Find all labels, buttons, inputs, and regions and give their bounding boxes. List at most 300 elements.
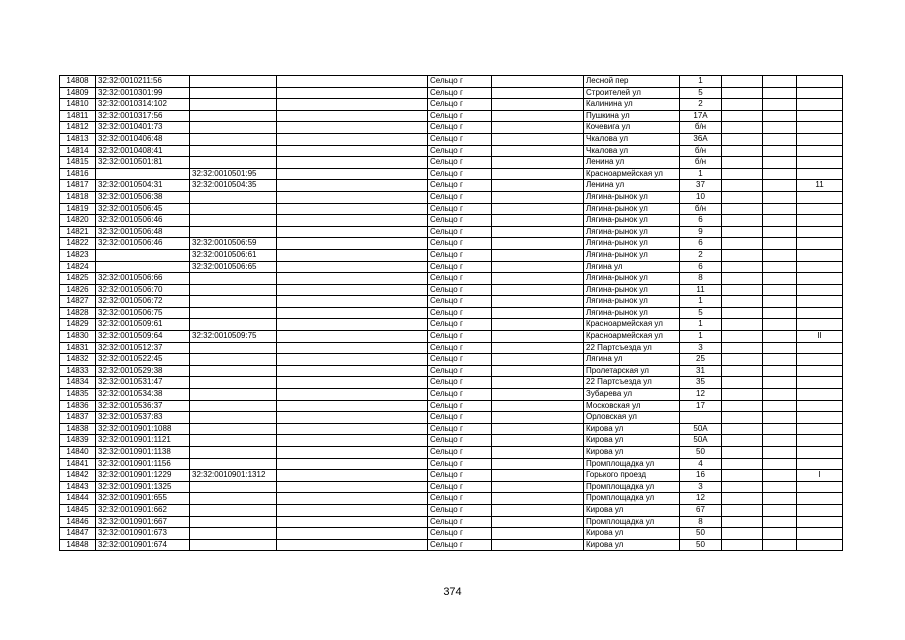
blank-column-3-cell bbox=[722, 122, 763, 134]
cadastral-number-cell: 32:32:0010506:38 bbox=[96, 191, 190, 203]
blank-column-4-cell bbox=[763, 458, 797, 470]
blank-column-2-cell bbox=[492, 296, 584, 308]
blank-column-cell bbox=[277, 110, 428, 122]
related-cadastral-number-cell bbox=[190, 319, 277, 331]
row-number-cell: 14811 bbox=[60, 110, 96, 122]
extra-mark-cell bbox=[797, 226, 843, 238]
blank-column-3-cell bbox=[722, 400, 763, 412]
street-cell: Кирова ул bbox=[584, 435, 680, 447]
street-cell: Лягина ул bbox=[584, 261, 680, 273]
street-cell: Красноармейская ул bbox=[584, 331, 680, 343]
blank-column-2-cell bbox=[492, 191, 584, 203]
blank-column-3-cell bbox=[722, 319, 763, 331]
blank-column-cell bbox=[277, 133, 428, 145]
blank-column-4-cell bbox=[763, 180, 797, 192]
row-number-cell: 14840 bbox=[60, 447, 96, 459]
locality-cell: Сельцо г bbox=[428, 354, 492, 366]
blank-column-3-cell bbox=[722, 203, 763, 215]
blank-column-3-cell bbox=[722, 296, 763, 308]
blank-column-cell bbox=[277, 365, 428, 377]
table-row bbox=[60, 423, 843, 435]
blank-column-3-cell bbox=[722, 389, 763, 401]
extra-mark-cell bbox=[797, 191, 843, 203]
cadastral-number-cell: 32:32:0010506:66 bbox=[96, 273, 190, 285]
page-number: 374 bbox=[443, 586, 462, 598]
street-cell: Красноармейская ул bbox=[584, 319, 680, 331]
table-row bbox=[60, 354, 843, 366]
extra-mark-cell bbox=[797, 203, 843, 215]
extra-mark-cell bbox=[797, 435, 843, 447]
extra-mark-cell bbox=[797, 516, 843, 528]
blank-column-cell bbox=[277, 400, 428, 412]
cadastral-number-cell: 32:32:0010506:70 bbox=[96, 284, 190, 296]
blank-column-2-cell bbox=[492, 284, 584, 296]
house-number-cell: 11 bbox=[680, 284, 722, 296]
blank-column-3-cell bbox=[722, 493, 763, 505]
house-number-cell: 2 bbox=[680, 249, 722, 261]
table-row bbox=[60, 331, 843, 343]
street-cell: Лягина-рынок ул bbox=[584, 238, 680, 250]
blank-column-3-cell bbox=[722, 539, 763, 551]
blank-column-3-cell bbox=[722, 307, 763, 319]
locality-cell: Сельцо г bbox=[428, 261, 492, 273]
related-cadastral-number-cell bbox=[190, 504, 277, 516]
cadastral-number-cell: 32:32:0010509:61 bbox=[96, 319, 190, 331]
street-cell: Промплощадка ул bbox=[584, 516, 680, 528]
blank-column-2-cell bbox=[492, 307, 584, 319]
related-cadastral-number-cell bbox=[190, 284, 277, 296]
blank-column-2-cell bbox=[492, 319, 584, 331]
extra-mark-cell bbox=[797, 389, 843, 401]
locality-cell: Сельцо г bbox=[428, 133, 492, 145]
street-cell: 22 Партсъезда ул bbox=[584, 342, 680, 354]
locality-cell: Сельцо г bbox=[428, 435, 492, 447]
blank-column-cell bbox=[277, 539, 428, 551]
blank-column-4-cell bbox=[763, 354, 797, 366]
locality-cell: Сельцо г bbox=[428, 504, 492, 516]
house-number-cell: 8 bbox=[680, 273, 722, 285]
related-cadastral-number-cell bbox=[190, 447, 277, 459]
house-number-cell: 50А bbox=[680, 435, 722, 447]
blank-column-cell bbox=[277, 157, 428, 169]
blank-column-3-cell bbox=[722, 249, 763, 261]
table-row bbox=[60, 110, 843, 122]
related-cadastral-number-cell bbox=[190, 296, 277, 308]
table-row bbox=[60, 133, 843, 145]
extra-mark-cell bbox=[797, 133, 843, 145]
house-number-cell: 5 bbox=[680, 87, 722, 99]
extra-mark-cell bbox=[797, 423, 843, 435]
blank-column-2-cell bbox=[492, 354, 584, 366]
table-row bbox=[60, 273, 843, 285]
blank-column-3-cell bbox=[722, 99, 763, 111]
blank-column-4-cell bbox=[763, 191, 797, 203]
house-number-cell: б/н bbox=[680, 203, 722, 215]
cadastral-number-cell: 32:32:0010314:102 bbox=[96, 99, 190, 111]
street-cell: Лягина-рынок ул bbox=[584, 191, 680, 203]
blank-column-cell bbox=[277, 307, 428, 319]
table-row bbox=[60, 180, 843, 192]
blank-column-2-cell bbox=[492, 215, 584, 227]
blank-column-4-cell bbox=[763, 249, 797, 261]
blank-column-3-cell bbox=[722, 180, 763, 192]
blank-column-2-cell bbox=[492, 412, 584, 424]
row-number-cell: 14829 bbox=[60, 319, 96, 331]
street-cell: 22 Партсъезда ул bbox=[584, 377, 680, 389]
street-cell: Промплощадка ул bbox=[584, 493, 680, 505]
locality-cell: Сельцо г bbox=[428, 180, 492, 192]
table-row bbox=[60, 342, 843, 354]
row-number-cell: 14832 bbox=[60, 354, 96, 366]
related-cadastral-number-cell bbox=[190, 354, 277, 366]
street-cell: Промплощадка ул bbox=[584, 458, 680, 470]
related-cadastral-number-cell bbox=[190, 400, 277, 412]
blank-column-3-cell bbox=[722, 470, 763, 482]
blank-column-4-cell bbox=[763, 273, 797, 285]
related-cadastral-number-cell bbox=[190, 412, 277, 424]
blank-column-cell bbox=[277, 145, 428, 157]
table-row bbox=[60, 145, 843, 157]
extra-mark-cell bbox=[797, 296, 843, 308]
blank-column-2-cell bbox=[492, 447, 584, 459]
blank-column-cell bbox=[277, 203, 428, 215]
blank-column-2-cell bbox=[492, 377, 584, 389]
related-cadastral-number-cell bbox=[190, 273, 277, 285]
house-number-cell: 50 bbox=[680, 447, 722, 459]
blank-column-4-cell bbox=[763, 145, 797, 157]
blank-column-4-cell bbox=[763, 133, 797, 145]
street-cell: Калинина ул bbox=[584, 99, 680, 111]
street-cell: Кочевига ул bbox=[584, 122, 680, 134]
cadastral-number-cell: 32:32:0010406:48 bbox=[96, 133, 190, 145]
related-cadastral-number-cell bbox=[190, 365, 277, 377]
street-cell: Московская ул bbox=[584, 400, 680, 412]
row-number-cell: 14814 bbox=[60, 145, 96, 157]
blank-column-3-cell bbox=[722, 284, 763, 296]
locality-cell: Сельцо г bbox=[428, 87, 492, 99]
row-number-cell: 14823 bbox=[60, 249, 96, 261]
house-number-cell: 50 bbox=[680, 539, 722, 551]
cadastral-number-cell: 32:32:0010317:56 bbox=[96, 110, 190, 122]
row-number-cell: 14827 bbox=[60, 296, 96, 308]
related-cadastral-number-cell bbox=[190, 539, 277, 551]
extra-mark-cell bbox=[797, 493, 843, 505]
blank-column-2-cell bbox=[492, 470, 584, 482]
blank-column-4-cell bbox=[763, 447, 797, 459]
blank-column-4-cell bbox=[763, 284, 797, 296]
extra-mark-cell bbox=[797, 273, 843, 285]
related-cadastral-number-cell bbox=[190, 458, 277, 470]
locality-cell: Сельцо г bbox=[428, 331, 492, 343]
blank-column-2-cell bbox=[492, 203, 584, 215]
street-cell: Кирова ул bbox=[584, 539, 680, 551]
house-number-cell: 25 bbox=[680, 354, 722, 366]
table-row bbox=[60, 400, 843, 412]
house-number-cell: 6 bbox=[680, 261, 722, 273]
row-number-cell: 14835 bbox=[60, 389, 96, 401]
house-number-cell: 31 bbox=[680, 365, 722, 377]
row-number-cell: 14848 bbox=[60, 539, 96, 551]
table-row bbox=[60, 435, 843, 447]
table-row bbox=[60, 99, 843, 111]
locality-cell: Сельцо г bbox=[428, 122, 492, 134]
street-cell: Промплощадка ул bbox=[584, 481, 680, 493]
blank-column-2-cell bbox=[492, 238, 584, 250]
table-row bbox=[60, 528, 843, 540]
house-number-cell: 6 bbox=[680, 238, 722, 250]
blank-column-2-cell bbox=[492, 493, 584, 505]
table-row bbox=[60, 238, 843, 250]
extra-mark-cell bbox=[797, 528, 843, 540]
house-number-cell: 10 bbox=[680, 191, 722, 203]
blank-column-2-cell bbox=[492, 458, 584, 470]
locality-cell: Сельцо г bbox=[428, 423, 492, 435]
row-number-cell: 14842 bbox=[60, 470, 96, 482]
house-number-cell: б/н bbox=[680, 122, 722, 134]
blank-column-4-cell bbox=[763, 400, 797, 412]
row-number-cell: 14843 bbox=[60, 481, 96, 493]
locality-cell: Сельцо г bbox=[428, 539, 492, 551]
cadastral-number-cell: 32:32:0010901:1156 bbox=[96, 458, 190, 470]
blank-column-4-cell bbox=[763, 261, 797, 273]
cadastral-number-cell: 32:32:0010901:674 bbox=[96, 539, 190, 551]
blank-column-3-cell bbox=[722, 481, 763, 493]
table-row bbox=[60, 493, 843, 505]
related-cadastral-number-cell bbox=[190, 481, 277, 493]
table-row bbox=[60, 157, 843, 169]
street-cell: Чкалова ул bbox=[584, 133, 680, 145]
locality-cell: Сельцо г bbox=[428, 342, 492, 354]
cadastral-number-cell: 32:32:0010211:56 bbox=[96, 76, 190, 88]
locality-cell: Сельцо г bbox=[428, 191, 492, 203]
street-cell: Лесной пер bbox=[584, 76, 680, 88]
blank-column-2-cell bbox=[492, 168, 584, 180]
blank-column-3-cell bbox=[722, 261, 763, 273]
extra-mark-cell: 11 bbox=[797, 180, 843, 192]
table-row bbox=[60, 516, 843, 528]
cadastral-number-cell: 32:32:0010522:45 bbox=[96, 354, 190, 366]
related-cadastral-number-cell bbox=[190, 389, 277, 401]
blank-column-2-cell bbox=[492, 133, 584, 145]
locality-cell: Сельцо г bbox=[428, 516, 492, 528]
blank-column-2-cell bbox=[492, 99, 584, 111]
blank-column-cell bbox=[277, 528, 428, 540]
street-cell: Орловская ул bbox=[584, 412, 680, 424]
locality-cell: Сельцо г bbox=[428, 447, 492, 459]
blank-column-cell bbox=[277, 261, 428, 273]
blank-column-4-cell bbox=[763, 168, 797, 180]
blank-column-3-cell bbox=[722, 412, 763, 424]
blank-column-3-cell bbox=[722, 504, 763, 516]
blank-column-3-cell bbox=[722, 226, 763, 238]
blank-column-4-cell bbox=[763, 99, 797, 111]
blank-column-cell bbox=[277, 481, 428, 493]
row-number-cell: 14815 bbox=[60, 157, 96, 169]
blank-column-cell bbox=[277, 504, 428, 516]
blank-column-4-cell bbox=[763, 215, 797, 227]
blank-column-3-cell bbox=[722, 215, 763, 227]
row-number-cell: 14810 bbox=[60, 99, 96, 111]
cadastral-number-cell: 32:32:0010901:1088 bbox=[96, 423, 190, 435]
blank-column-3-cell bbox=[722, 528, 763, 540]
related-cadastral-number-cell bbox=[190, 342, 277, 354]
blank-column-2-cell bbox=[492, 145, 584, 157]
cadastral-number-cell: 32:32:0010529:38 bbox=[96, 365, 190, 377]
blank-column-3-cell bbox=[722, 423, 763, 435]
house-number-cell: б/н bbox=[680, 157, 722, 169]
row-number-cell: 14819 bbox=[60, 203, 96, 215]
related-cadastral-number-cell bbox=[190, 76, 277, 88]
blank-column-cell bbox=[277, 99, 428, 111]
extra-mark-cell bbox=[797, 99, 843, 111]
blank-column-2-cell bbox=[492, 180, 584, 192]
table-row bbox=[60, 215, 843, 227]
extra-mark-cell bbox=[797, 215, 843, 227]
table-row bbox=[60, 168, 843, 180]
cadastral-number-cell: 32:32:0010901:673 bbox=[96, 528, 190, 540]
house-number-cell: 1 bbox=[680, 76, 722, 88]
blank-column-2-cell bbox=[492, 157, 584, 169]
blank-column-3-cell bbox=[722, 191, 763, 203]
extra-mark-cell bbox=[797, 87, 843, 99]
blank-column-cell bbox=[277, 319, 428, 331]
house-number-cell: 4 bbox=[680, 458, 722, 470]
locality-cell: Сельцо г bbox=[428, 168, 492, 180]
blank-column-cell bbox=[277, 389, 428, 401]
locality-cell: Сельцо г bbox=[428, 110, 492, 122]
registry-table-body bbox=[60, 76, 843, 551]
blank-column-2-cell bbox=[492, 261, 584, 273]
row-number-cell: 14839 bbox=[60, 435, 96, 447]
locality-cell: Сельцо г bbox=[428, 400, 492, 412]
locality-cell: Сельцо г bbox=[428, 377, 492, 389]
row-number-cell: 14831 bbox=[60, 342, 96, 354]
row-number-cell: 14821 bbox=[60, 226, 96, 238]
blank-column-2-cell bbox=[492, 400, 584, 412]
blank-column-2-cell bbox=[492, 110, 584, 122]
extra-mark-cell: I bbox=[797, 470, 843, 482]
house-number-cell: 16 bbox=[680, 470, 722, 482]
blank-column-2-cell bbox=[492, 481, 584, 493]
blank-column-3-cell bbox=[722, 365, 763, 377]
house-number-cell: 50А bbox=[680, 423, 722, 435]
cadastral-number-cell: 32:32:0010408:41 bbox=[96, 145, 190, 157]
related-cadastral-number-cell bbox=[190, 493, 277, 505]
row-number-cell: 14841 bbox=[60, 458, 96, 470]
extra-mark-cell bbox=[797, 365, 843, 377]
related-cadastral-number-cell bbox=[190, 203, 277, 215]
table-row bbox=[60, 539, 843, 551]
blank-column-cell bbox=[277, 423, 428, 435]
locality-cell: Сельцо г bbox=[428, 226, 492, 238]
blank-column-cell bbox=[277, 76, 428, 88]
house-number-cell: 1 bbox=[680, 296, 722, 308]
blank-column-3-cell bbox=[722, 516, 763, 528]
extra-mark-cell bbox=[797, 481, 843, 493]
house-number-cell: 8 bbox=[680, 516, 722, 528]
blank-column-3-cell bbox=[722, 354, 763, 366]
row-number-cell: 14838 bbox=[60, 423, 96, 435]
blank-column-4-cell bbox=[763, 319, 797, 331]
blank-column-cell bbox=[277, 516, 428, 528]
table-row bbox=[60, 470, 843, 482]
blank-column-cell bbox=[277, 238, 428, 250]
cadastral-number-cell: 32:32:0010901:1325 bbox=[96, 481, 190, 493]
cadastral-number-cell: 32:32:0010506:46 bbox=[96, 238, 190, 250]
blank-column-2-cell bbox=[492, 342, 584, 354]
house-number-cell: б/н bbox=[680, 145, 722, 157]
table-row bbox=[60, 76, 843, 88]
blank-column-4-cell bbox=[763, 122, 797, 134]
extra-mark-cell bbox=[797, 458, 843, 470]
blank-column-cell bbox=[277, 180, 428, 192]
blank-column-3-cell bbox=[722, 133, 763, 145]
registry-table bbox=[59, 75, 843, 551]
row-number-cell: 14825 bbox=[60, 273, 96, 285]
locality-cell: Сельцо г bbox=[428, 412, 492, 424]
table-row bbox=[60, 296, 843, 308]
locality-cell: Сельцо г bbox=[428, 481, 492, 493]
street-cell: Кирова ул bbox=[584, 504, 680, 516]
blank-column-2-cell bbox=[492, 389, 584, 401]
blank-column-cell bbox=[277, 273, 428, 285]
locality-cell: Сельцо г bbox=[428, 296, 492, 308]
table-row bbox=[60, 365, 843, 377]
blank-column-3-cell bbox=[722, 342, 763, 354]
blank-column-4-cell bbox=[763, 389, 797, 401]
street-cell: Лягина-рынок ул bbox=[584, 226, 680, 238]
extra-mark-cell bbox=[797, 412, 843, 424]
cadastral-number-cell: 32:32:0010512:37 bbox=[96, 342, 190, 354]
related-cadastral-number-cell: 32:32:0010506:61 bbox=[190, 249, 277, 261]
blank-column-2-cell bbox=[492, 516, 584, 528]
row-number-cell: 14813 bbox=[60, 133, 96, 145]
blank-column-4-cell bbox=[763, 296, 797, 308]
cadastral-number-cell: 32:32:0010901:1229 bbox=[96, 470, 190, 482]
blank-column-3-cell bbox=[722, 377, 763, 389]
cadastral-number-cell: 32:32:0010901:1138 bbox=[96, 447, 190, 459]
table-row bbox=[60, 226, 843, 238]
table-row bbox=[60, 377, 843, 389]
cadastral-number-cell: 32:32:0010537:83 bbox=[96, 412, 190, 424]
blank-column-2-cell bbox=[492, 528, 584, 540]
extra-mark-cell bbox=[797, 504, 843, 516]
extra-mark-cell bbox=[797, 342, 843, 354]
blank-column-cell bbox=[277, 470, 428, 482]
extra-mark-cell bbox=[797, 249, 843, 261]
locality-cell: Сельцо г bbox=[428, 307, 492, 319]
table-row bbox=[60, 481, 843, 493]
table-row bbox=[60, 249, 843, 261]
street-cell: Лягина-рынок ул bbox=[584, 203, 680, 215]
table-row bbox=[60, 458, 843, 470]
cadastral-number-cell: 32:32:0010506:45 bbox=[96, 203, 190, 215]
extra-mark-cell bbox=[797, 122, 843, 134]
locality-cell: Сельцо г bbox=[428, 319, 492, 331]
table-row bbox=[60, 191, 843, 203]
related-cadastral-number-cell bbox=[190, 435, 277, 447]
table-row bbox=[60, 261, 843, 273]
street-cell: Чкалова ул bbox=[584, 145, 680, 157]
row-number-cell: 14837 bbox=[60, 412, 96, 424]
related-cadastral-number-cell bbox=[190, 377, 277, 389]
extra-mark-cell bbox=[797, 261, 843, 273]
row-number-cell: 14824 bbox=[60, 261, 96, 273]
related-cadastral-number-cell: 32:32:0010504:35 bbox=[190, 180, 277, 192]
related-cadastral-number-cell bbox=[190, 191, 277, 203]
blank-column-2-cell bbox=[492, 435, 584, 447]
row-number-cell: 14845 bbox=[60, 504, 96, 516]
